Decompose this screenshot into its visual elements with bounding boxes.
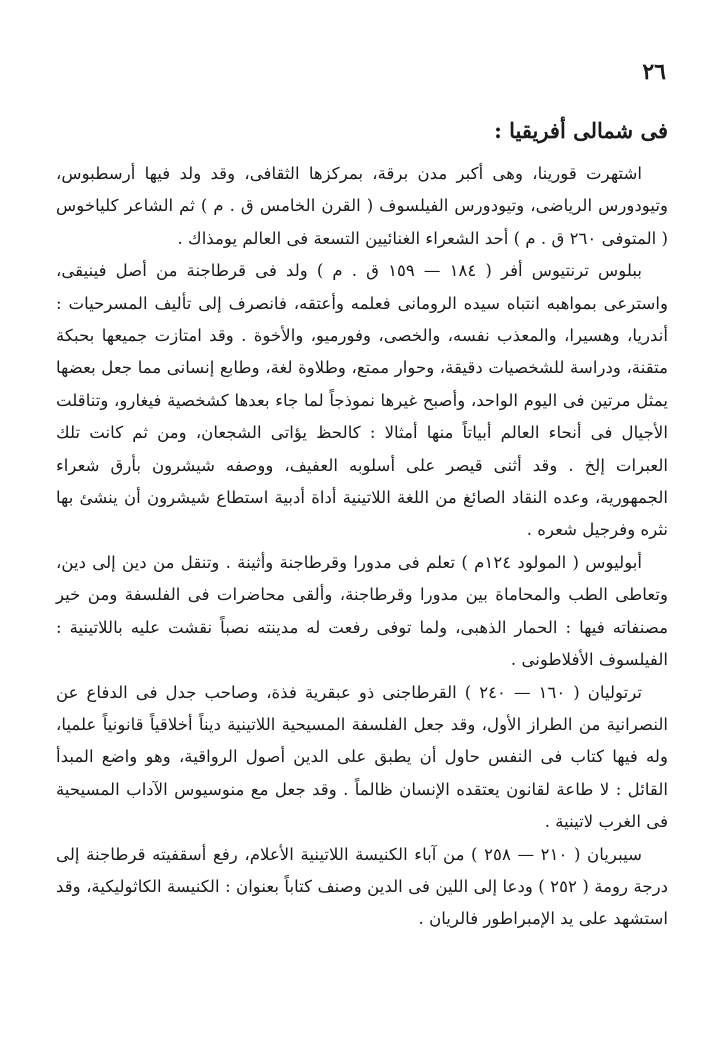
paragraph-cyprian: سيبريان ( ٢١٠ — ٢٥٨ ) من آباء الكنيسة اللاتينية الأعلام، رفع أسقفيته قرطاجنة إلى درجة رومة ( ٢٥٢ ) ودعا إلى اللين فى الدين وصنف كتاباً بعنوان : الكنيسة الكاثوليكية، وقد استشهد على يد الإمبراطور فالريان . — [56, 844, 669, 929]
paragraph-terence: ببلوس ترنتيوس أفر ( ١٨٤ — ١٥٩ ق . م ) ولد فى قرطاجنة من أصل فينيقى، واسترعى بمواهبه انتباه سيده الرومانى فعلمه وأعتقه، فانصرف إلى تأليف المسرحيات : أندريا، وهسيرا، والمعذب نفسه، والخصى، وفورميو، والأخوة . وقد امتازت جميعها بحبكة متقنة، ودراسة للشخصيات دقيقة، وحوار ممتع، وطلاوة لغة، وطابع إنسانى مما جعل بعضها يمثل مرتين فى اليوم الواحد، وأصبح غيرها نموذجاً لما جاء بعدها كشخصية فيغارو، وتناقلت الأجيال فى أنحاء العالم أبياتاً منها أمثالا : كالحظ يؤاتى الشجعان، ومن ثم كانت تلك العبرات إلخ . وقد أثنى قيصر على أسلوبه العفيف، ووصفه شيشرون بأرق شعراء الجمهورية، وعده النقاد الصائغ من اللغة اللاتينية أداة أدبية استطاع شيشرون أن ينشئ بها نثره وفرجيل شعره . — [56, 261, 668, 540]
page-number: ٢٦ — [642, 59, 666, 85]
body-text — [56, 158, 668, 936]
paragraph-tertullian: ترتوليان ( ١٦٠ — ٢٤٠ ) القرطاجنى ذو عبقرية فذة، وصاحب جدل فى الدفاع عن النصرانية من الطراز الأول، وقد جعل الفلسفة المسيحية اللاتينية ديناً أخلاقياً قانونياً علميا، وله فيها كتاب فى النفس حاول أن يطبق على الدين أصول الرواقية، وهو واضع المبدأ القائل : لا طاعة لقانون يعتقده الإنسان ظالماً . وقد جعل مع منوسيوس الآداب المسيحية فى الغرب لاتينية . — [56, 682, 668, 832]
paragraph-apuleius: أبوليوس ( المولود ١٢٤م ) تعلم فى مدورا وقرطاجنة وأثينة . وتنقل من دين إلى دين، وتعاطى الطب والمحاماة بين مدورا وقرطاجنة، وألقى محاضرات فى الفلسفة ومن خير مصنفاته فيها : الحمار الذهبى، ولما توفى رفعت له مدينته نصباً نقشت عليه باللاتينية : الفيلسوف الأفلاطونى . — [56, 552, 668, 670]
paragraph-cyrene: اشتهرت قورينا، وهى أكبر مدن برقة، بمركزها الثقافى، وقد ولد فيها أرسطبوس، وتيودورس الرياضى، وتيودورس الفيلسوف ( القرن الخامس ق . م ) ثم الشاعر كلياخوس ( المتوفى ٢٦٠ ق . م ) أحد الشعراء الغنائيين التسعة فى العالم يومذاك . — [56, 164, 668, 248]
section-heading: فى شمالى أفريقيا : — [494, 118, 668, 143]
book-page — [56, 58, 668, 1048]
